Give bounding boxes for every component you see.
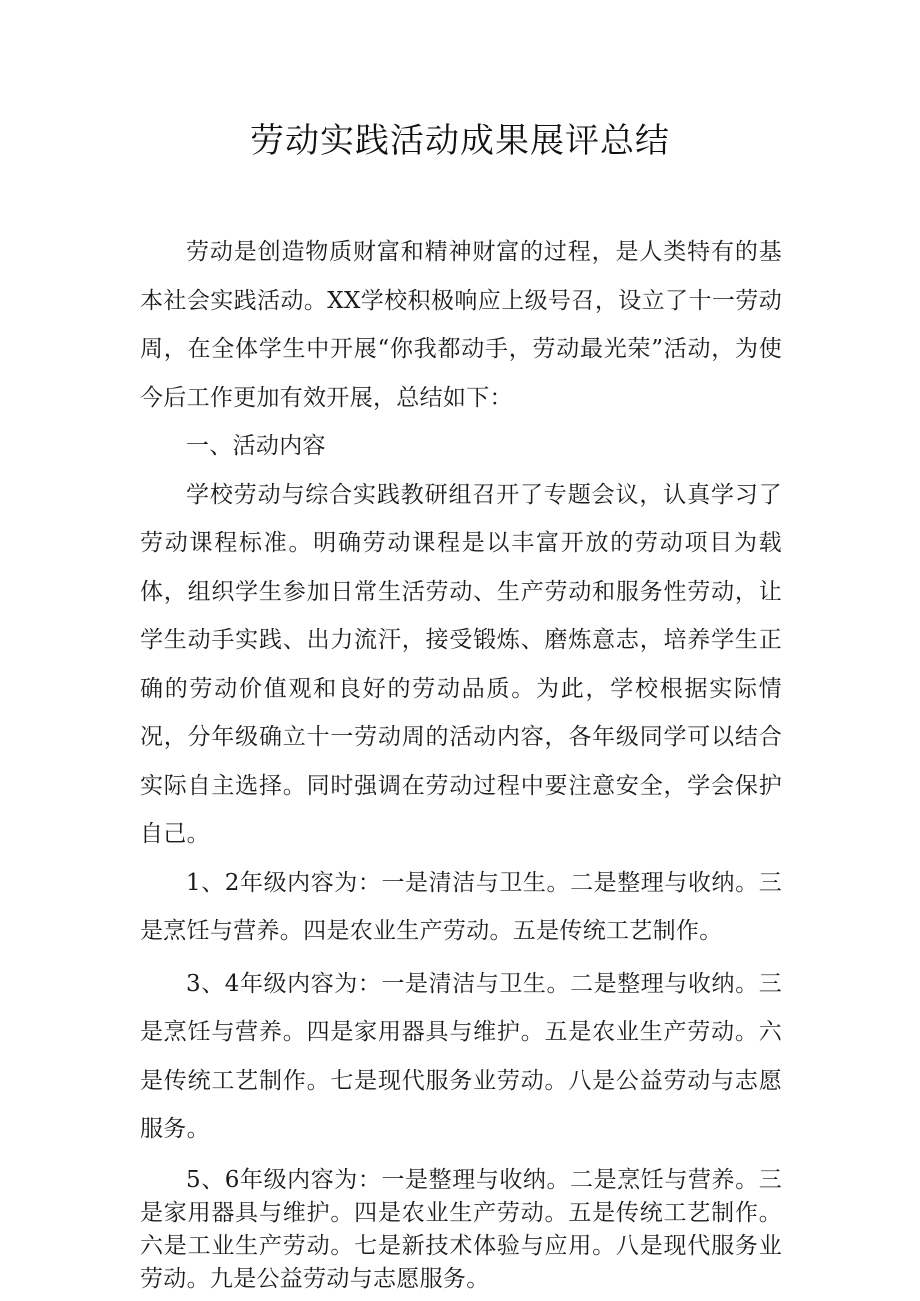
- paragraph-activity-content: 学校劳动与综合实践教研组召开了专题会议，认真学习了劳动课程标准。明确劳动课程是以丰富开放的劳动项目为载体，组织学生参加日常生活劳动、生产劳动和服务性劳动，让学生动手实践、出力流汗，接受锻炼、磨炼意志，培养学生正确的劳动价值观和良好的劳动品质。为此，学校根据实际情况，分年级确立十一劳动周的活动内容，各年级同学可以结合实际自主选择。同时强调在劳动过程中要注意安全，学会保护自己。: [140, 481, 782, 847]
- document-body: [140, 228, 782, 1296]
- paragraph-grade-3-4: 3、4年级内容为：一是清洁与卫生。二是整理与收纳。三是烹饪与营养。四是家用器具与维护。五是农业生产劳动。六是传统工艺制作。七是现代服务业劳动。八是公益劳动与志愿服务。: [140, 970, 782, 1142]
- paragraph-grade-5-6: 5、6年级内容为：一是整理与收纳。二是烹饪与营养。三是家用器具与维护。四是农业生产劳动。五是传统工艺制作。六是工业生产劳动。七是新技术体验与应用。八是现代服务业劳动。九是公益劳动与志愿服务。: [140, 1166, 782, 1292]
- paragraph-grade-1-2: 1、2年级内容为：一是清洁与卫生。二是整理与收纳。三是烹饪与营养。四是农业生产劳动。五是传统工艺制作。: [140, 869, 782, 944]
- section-heading-activity-content: 一、活动内容: [186, 433, 326, 459]
- document-title: 劳动实践活动成果展评总结: [250, 121, 670, 161]
- paragraph-intro: 劳动是创造物质财富和精神财富的过程，是人类特有的基本社会实践活动。XX学校积极响应上级号召，设立了十一劳动周，在全体学生中开展“你我都动手，劳动最光荣”活动，为使今后工作更加有效开展，总结如下：: [140, 239, 782, 411]
